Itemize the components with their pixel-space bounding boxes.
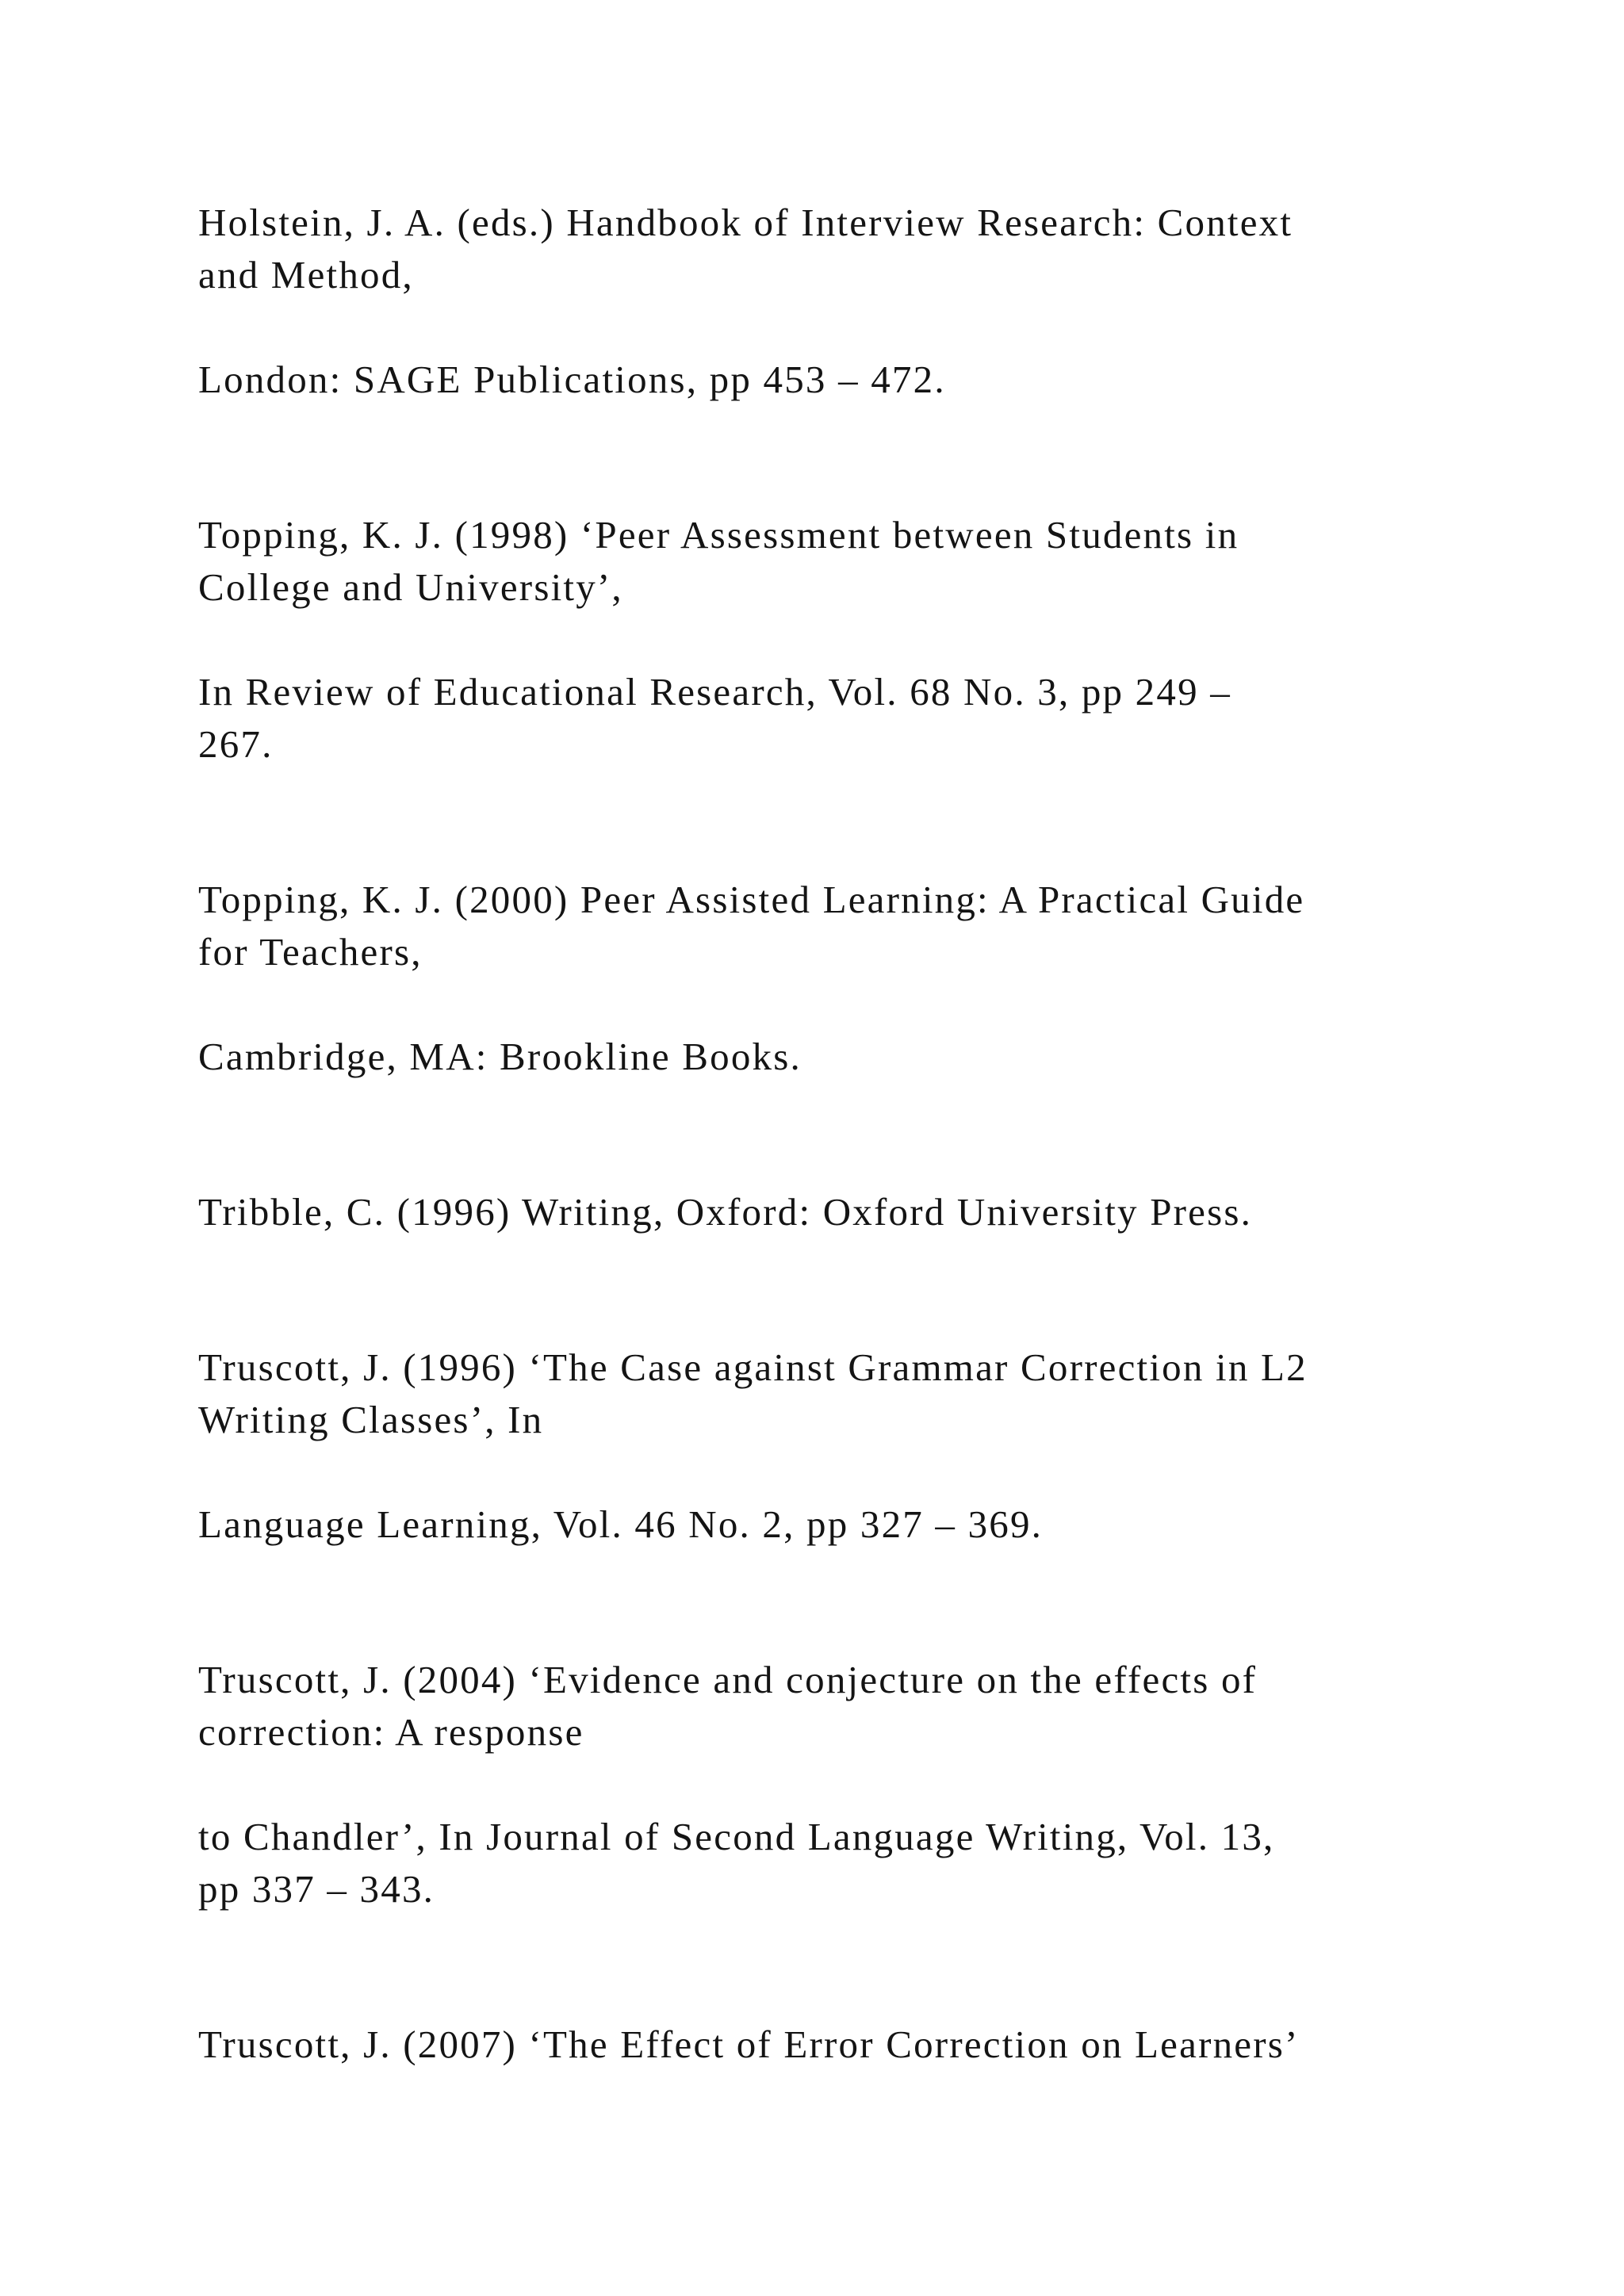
reference-topping-1998-line-3: In Review of Educational Research, Vol. 68 No. 3, pp 249 – bbox=[198, 670, 1231, 714]
reference-topping-1998-line-2: College and University’, bbox=[198, 565, 623, 609]
reference-topping-1998-line-1: Topping, K. J. (1998) ‘Peer Assessment between Students in bbox=[198, 513, 1239, 557]
reference-tribble-line-1: Tribble, C. (1996) Writing, Oxford: Oxford University Press. bbox=[198, 1190, 1253, 1234]
reference-truscott-1996-line-3: Language Learning, Vol. 46 No. 2, pp 327 – 369. bbox=[198, 1502, 1044, 1546]
reference-truscott-2004-line-3: to Chandler’, In Journal of Second Language Writing, Vol. 13, bbox=[198, 1815, 1275, 1858]
reference-truscott-2004-line-4: pp 337 – 343. bbox=[198, 1867, 435, 1911]
reference-topping-2000-line-2: for Teachers, bbox=[198, 930, 423, 974]
reference-holstein-line-1: Holstein, J. A. (eds.) Handbook of Interview Research: Context bbox=[198, 201, 1293, 244]
reference-topping-1998-line-4: 267. bbox=[198, 722, 274, 766]
reference-topping-2000-line-3: Cambridge, MA: Brookline Books. bbox=[198, 1035, 802, 1078]
reference-topping-2000-line-1: Topping, K. J. (2000) Peer Assisted Learning: A Practical Guide bbox=[198, 878, 1305, 921]
reference-holstein-line-3: London: SAGE Publications, pp 453 – 472. bbox=[198, 358, 946, 401]
reference-truscott-1996-line-2: Writing Classes’, In bbox=[198, 1398, 544, 1441]
reference-holstein-line-2: and Method, bbox=[198, 253, 414, 297]
reference-truscott-2007-line-1: Truscott, J. (2007) ‘The Effect of Error Correction on Learners’ bbox=[198, 2022, 1300, 2066]
reference-truscott-2004-line-1: Truscott, J. (2004) ‘Evidence and conjecture on the effects of bbox=[198, 1658, 1258, 1701]
reference-truscott-1996-line-1: Truscott, J. (1996) ‘The Case against Grammar Correction in L2 bbox=[198, 1345, 1308, 1389]
reference-truscott-2004-line-2: correction: A response bbox=[198, 1710, 584, 1754]
